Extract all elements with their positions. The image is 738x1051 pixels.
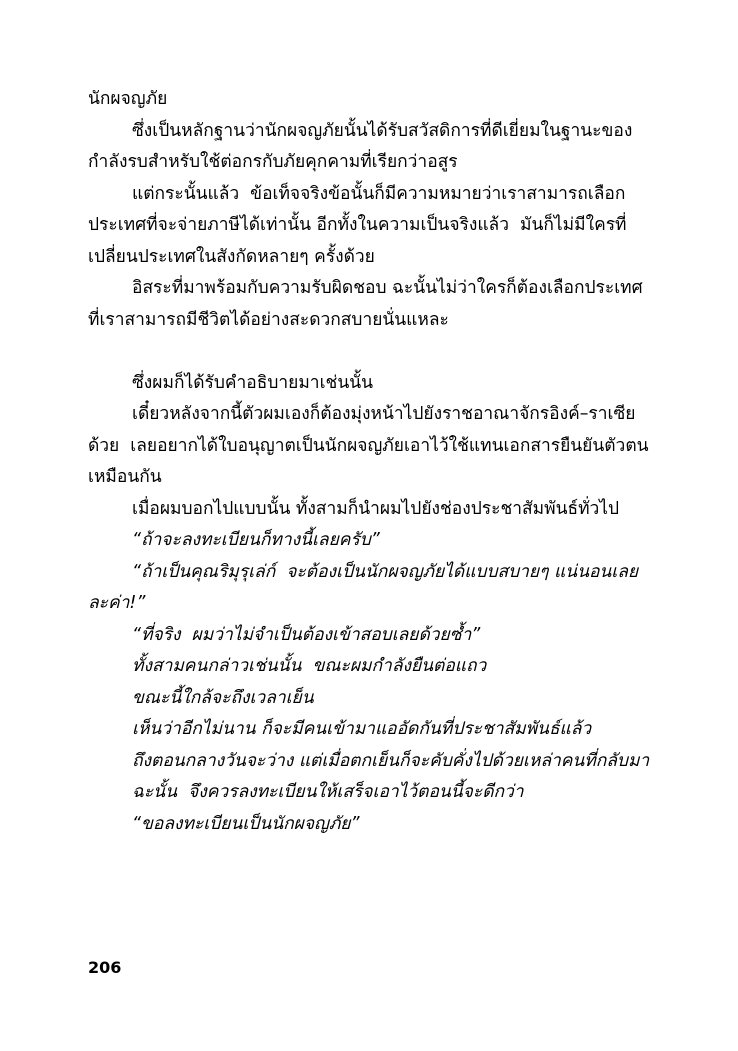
paragraph: ทั้งสามคนกล่าวเช่นนั้น ขณะผมกำลังยืนต่อแถว (132, 656, 487, 676)
paragraph-spacer (88, 336, 650, 368)
paragraph: ซึ่งเป็นหลักฐานว่านักผจญภัยนั้นได้รับสวัสดิการที่ดีเยี่ยมในฐานะของกำลังรบสำหรับใช้ต่อกรกับภัยคุกคามที่เรียกว่าอสูร (88, 120, 633, 172)
paragraph: ซึ่งผมก็ได้รับคำอธิบายมาเช่นนั้น (132, 372, 373, 393)
dialogue-line: “ถ้าจะลงทะเบียนก็ทางนี้เลยครับ” (132, 530, 380, 550)
paragraph: แต่กระนั้นแล้ว ข้อเท็จจริงข้อนั้นก็มีความหมายว่าเราสามารถเลือกประเทศที่จะจ่ายภาษีได้เท่านั้น อีกทั้งในความเป็นจริงแล้ว มันก็ไม่มีใครที่เปลี่ยนประเทศในสังกัดหลายๆ ครั้งด้วย (88, 183, 627, 267)
paragraph: นักผจญภัย (88, 89, 168, 109)
paragraph: เมื่อผมบอกไปแบบนั้น ทั้งสามก็นำผมไปยังช่องประชาสัมพันธ์ทั่วไป (132, 498, 620, 519)
dialogue-line: “ถ้าเป็นคุณริมุรุเล่ก์ จะต้องเป็นนักผจญภัยได้แบบสบายๆ แน่นอนเลยละค่า!” (88, 561, 639, 613)
paragraph: ฉะนั้น จึงควรลงทะเบียนให้เสร็จเอาไว้ตอนนี้จะดีกว่า (132, 782, 524, 802)
paragraph: อิสระที่มาพร้อมกับความรับผิดชอบ ฉะนั้นไม่ว่าใครก็ต้องเลือกประเทศที่เราสามารถมีชีวิตได้อย่างสะดวกสบายนั่นแหละ (88, 278, 643, 330)
dialogue-line: “ขอลงทะเบียนเป็นนักผจญภัย” (132, 813, 360, 834)
paragraph: ขณะนี้ใกล้จะถึงเวลาเย็น (132, 687, 314, 708)
page-number: 206 (88, 958, 122, 977)
paragraph: เห็นว่าอีกไม่นาน ก็จะมีคนเข้ามาแออัดกันที่ประชาสัมพันธ์แล้ว (132, 719, 592, 739)
page-body (88, 84, 650, 840)
paragraph: ถึงตอนกลางวันจะว่าง แต่เมื่อตกเย็นก็จะคับคั่งไปด้วยเหล่าคนที่กลับมา (132, 750, 650, 771)
paragraph: เดี๋ยวหลังจากนี้ตัวผมเองก็ต้องมุ่งหน้าไปยังราชอาณาจักรอิงค์–ราเซียด้วย เลยอยากได้ใบอนุญาตเป็นนักผจญภัยเอาไว้ใช้แทนเอกสารยืนยันตัวตนเหมือนกัน (88, 404, 649, 487)
dialogue-line: “ที่จริง ผมว่าไม่จำเป็นต้องเข้าสอบเลยด้วยซ้ำ” (132, 624, 481, 645)
